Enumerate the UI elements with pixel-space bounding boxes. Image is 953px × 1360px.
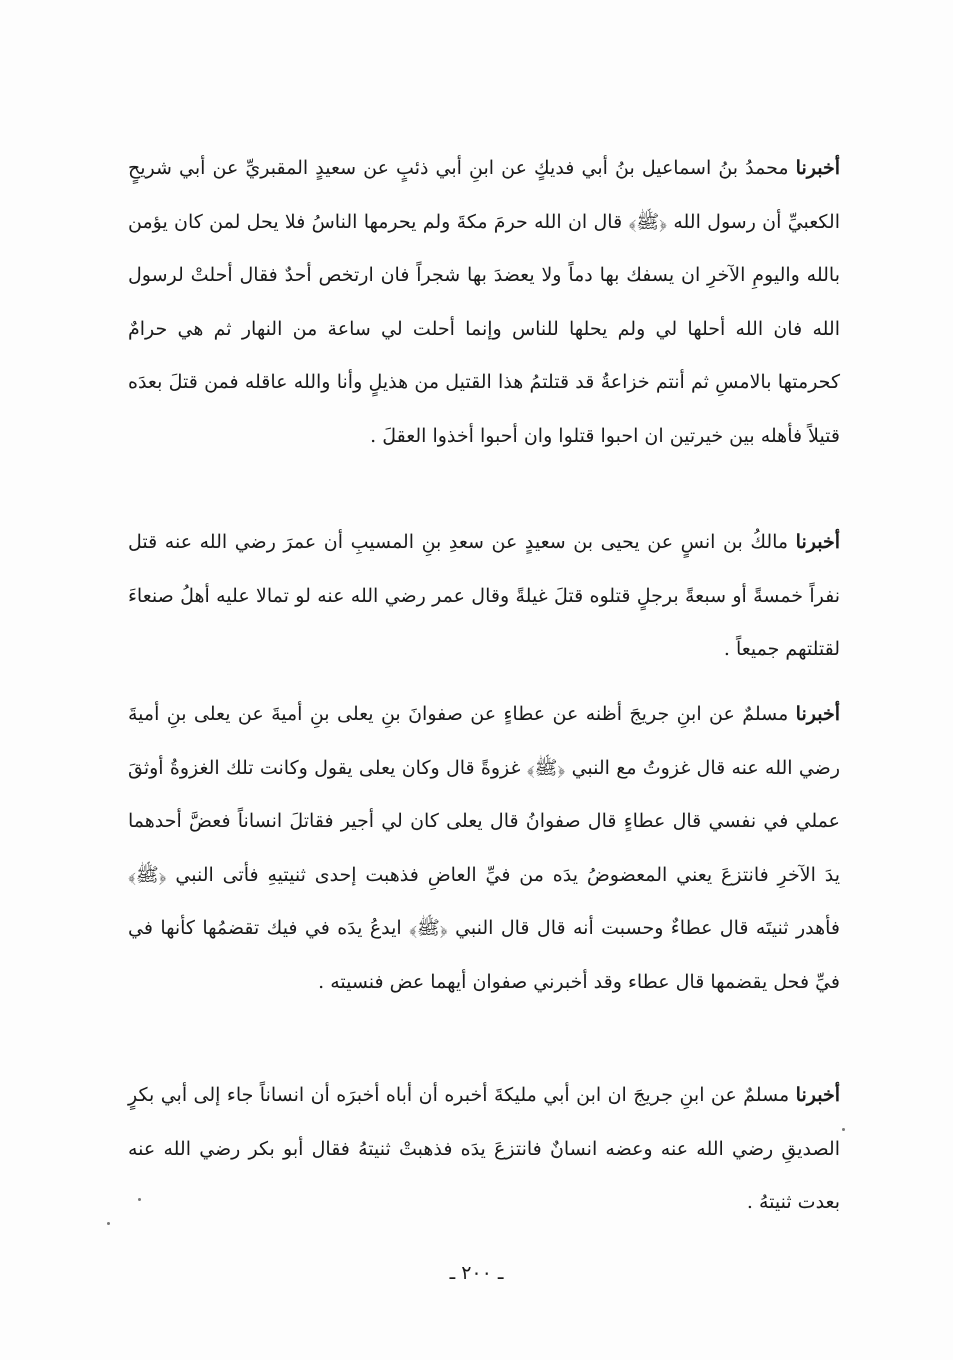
paragraph-4-text: مسلمٌ عن ابنِ جريجَ ان ابن أبي مليكةَ أخبره أن أباه أخبرَه أن انساناً جاء إلى أبي بكرٍ الصديقِ رضي الله عنه وعضه انسانٌ فانتزعَ يدَه فذهبتْ ثنيتهُ فقال أبو بكر رضي الله عنه بعدت ثنيتهُ . (128, 1084, 840, 1213)
paragraph-3 (128, 688, 840, 1009)
paragraph-1 (128, 142, 840, 463)
scan-speck (107, 1222, 110, 1225)
paragraph-2-lead: أخبرنا (795, 531, 840, 553)
paragraph-2-text: مالكُ بن انسٍ عن يحيى بن سعيدٍ عن سعدِ بنِ المسيبِ أن عمرَ رضي الله عنه قتل نفراً خمسةً أو سبعةً برجلٍ قتلوه قتلَ غيلةً وقال عمر رضي الله عنه لو تمالا عليه أهلُ صنعاءَ لقتلتهم جميعاً . (128, 531, 840, 660)
scan-speck (138, 1198, 141, 1201)
paragraph-2 (128, 516, 840, 677)
paragraph-4 (128, 1069, 840, 1230)
paragraph-1-text: محمدُ بنُ اسماعيل بنُ أبي فديكٍ عن ابنِ أبي ذئبٍ عن سعيدٍ المقبريِّ عن أبي شريحٍ الكعبيِّ أن رسول الله ﴿ﷺ﴾ قال ان الله حرمَ مكةَ ولم يحرمها الناسُ فلا يحل لمن كان يؤمن بالله واليومِ الآخرِ ان يسفك بها دماً ولا يعضدَ بها شجراً فان ارتخص أحدٌ فقال أحلتْ لرسول الله فان الله أحلها لي ولم يحلها للناس وإنما أحلت لي ساعة من النهار ثم هي حرامٌ كحرمتها بالامسِ ثم أنتم خزاعةُ قد قتلتمُ هذا القتيل من هذيلٍ وأنا والله عاقله فمن قتلَ بعدَه قتيلاً فأهله بين خيرتين ان احبوا قتلوا وان أحبوا أخذوا العقلَ . (128, 157, 840, 447)
page-number: ـ ٢٠٠ ـ (449, 1262, 504, 1284)
paragraph-1-lead: أخبرنا (795, 157, 840, 179)
paragraph-4-lead: أخبرنا (795, 1084, 840, 1106)
paragraph-3-lead: أخبرنا (795, 703, 840, 725)
scan-speck (842, 1128, 845, 1131)
paragraph-3-text: مسلمٌ عن ابنِ جريجَ أظنه عن عطاءٍ عن صفوانَ بنِ يعلى بنِ أميةَ عن يعلى بنِ أميةَ رضي الله عنه قال غزوتُ مع النبي ﴿ﷺ﴾ غزوةً قال وكان يعلى يقول وكانت تلك الغزوةُ أوثقَ عملي في نفسي قال عطاءٍ قال صفوانُ قال يعلى كان لي أجير فقاتلَ انساناً فعضَّ أحدهما يدَ الآخرِ فانتزعَ يعني المعضوضُ يدَه من فيِّ العاضِ فذهبت إحدى ثنيتيهِ فأتى النبي ﴿ﷺ﴾ فأهدر ثنيتَه قال عطاءٌ وحسبت أنه قال قال النبي ﴿ﷺ﴾ ايدعُ يدَه في فيك تقضمُها كأنها في فيِّ فحل يقضمها قال عطاء وقد أخبرني صفوان أيهما عض فنسيته . (128, 703, 840, 993)
